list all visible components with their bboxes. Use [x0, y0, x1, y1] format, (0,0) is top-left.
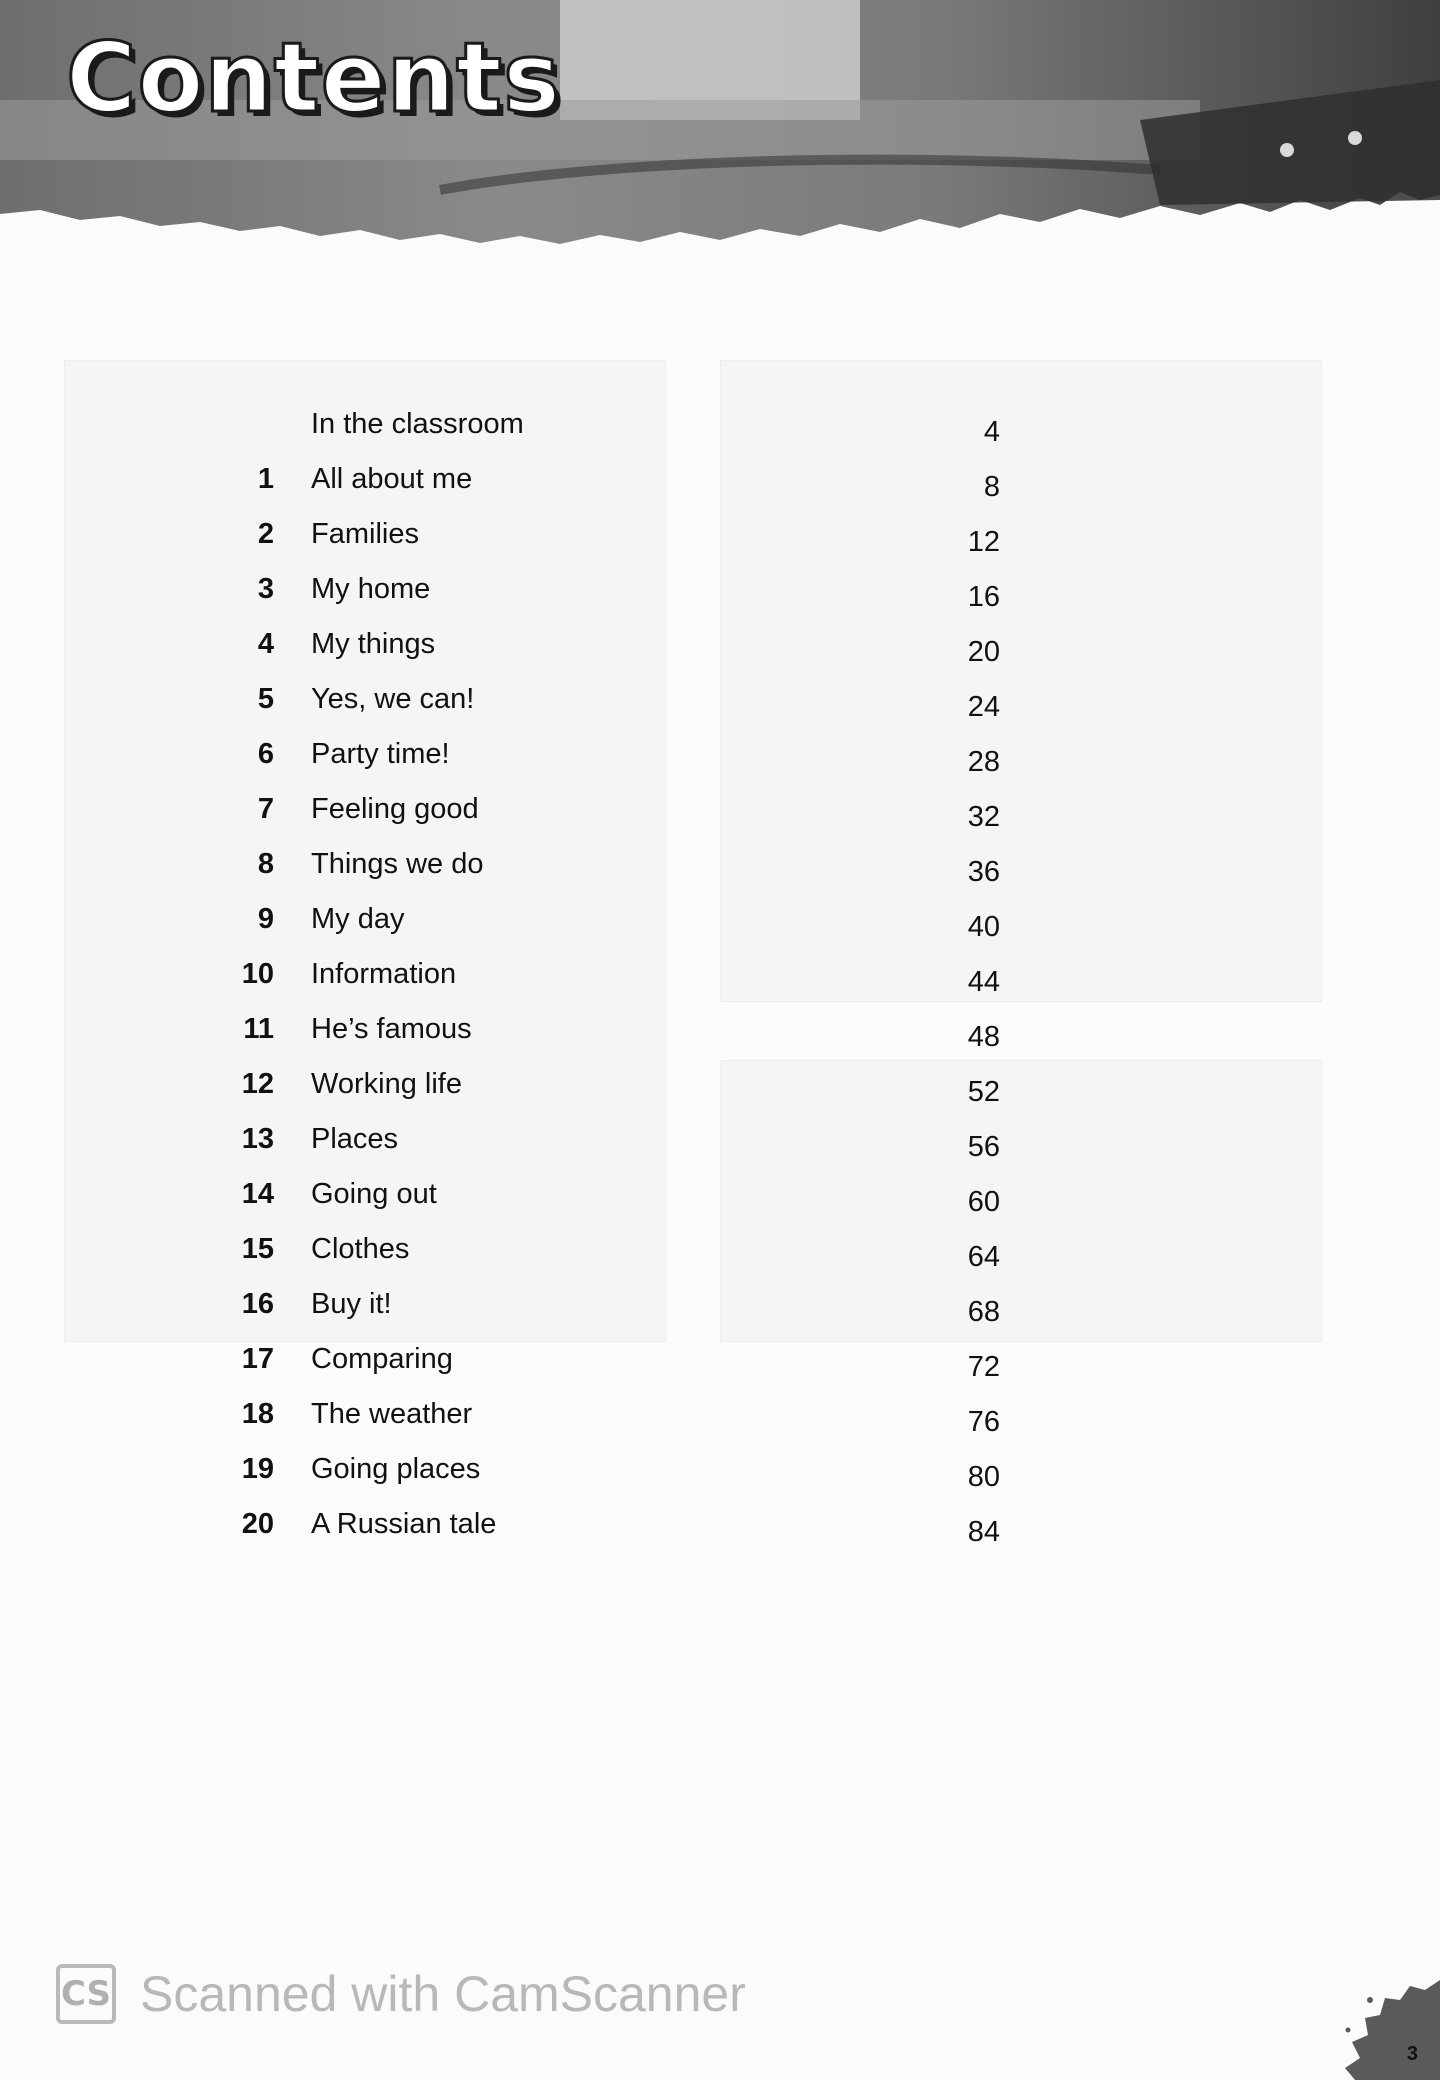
toc-unit-number: 2: [257, 518, 274, 550]
toc-unit-title: All about me: [311, 463, 473, 495]
toc-unit-title: Going places: [311, 1453, 481, 1485]
toc-unit-number: 6: [257, 738, 274, 770]
toc-unit-title: Families: [311, 518, 419, 550]
camscanner-watermark: [56, 1964, 746, 2024]
toc-page-number: 76: [967, 1406, 1000, 1438]
toc-page-number: 60: [967, 1186, 1000, 1218]
toc-unit-title: My home: [311, 573, 431, 605]
toc-unit-title: Yes, we can!: [311, 683, 475, 715]
toc-unit-number: 9: [257, 903, 274, 935]
toc-unit-number: 13: [241, 1123, 274, 1155]
toc-unit-title: Information: [311, 958, 457, 990]
toc-unit-title: Buy it!: [311, 1288, 392, 1320]
toc-page-number: 68: [967, 1296, 1000, 1328]
toc-page-number: 28: [967, 746, 1000, 778]
toc-row: [0, 1068, 1440, 1123]
toc-unit-number: 18: [241, 1398, 274, 1430]
toc-unit-title: Clothes: [311, 1233, 410, 1265]
toc-row: [0, 1013, 1440, 1068]
corner-splat-graphic: [1330, 1980, 1440, 2080]
toc-row: [0, 1508, 1440, 1563]
toc-row: [0, 738, 1440, 793]
toc-unit-title: He’s famous: [311, 1013, 472, 1045]
toc-row: [0, 793, 1440, 848]
toc-page-number: 12: [967, 526, 1000, 558]
toc-unit-title: Party time!: [311, 738, 450, 770]
watermark-text: Scanned with CamScanner: [140, 1966, 746, 2022]
toc-row: [0, 518, 1440, 573]
toc-unit-number: 5: [257, 683, 274, 715]
toc-page-number: 20: [967, 636, 1000, 668]
contents-list: [0, 408, 1440, 1563]
toc-unit-title: In the classroom: [311, 408, 524, 440]
toc-unit-title: Places: [311, 1123, 399, 1155]
toc-row: [0, 463, 1440, 518]
toc-unit-number: 12: [241, 1068, 274, 1100]
toc-page-number: 52: [967, 1076, 1000, 1108]
toc-page-number: 64: [967, 1241, 1000, 1273]
toc-row: [0, 1178, 1440, 1233]
toc-row: [0, 1233, 1440, 1288]
toc-unit-title: My day: [311, 903, 405, 935]
toc-unit-title: Working life: [311, 1068, 462, 1100]
toc-page-number: 80: [967, 1461, 1000, 1493]
page-number: 3: [1406, 2043, 1418, 2065]
toc-unit-title: A Russian tale: [311, 1508, 497, 1540]
toc-row: [0, 628, 1440, 683]
toc-page-number: 36: [967, 856, 1000, 888]
toc-row: [0, 958, 1440, 1013]
toc-page-number: 16: [967, 581, 1000, 613]
toc-unit-title: The weather: [311, 1398, 473, 1430]
toc-page-number: 32: [967, 801, 1000, 833]
toc-unit-number: 20: [241, 1508, 274, 1540]
toc-page-number: 72: [967, 1351, 1000, 1383]
toc-unit-title: Feeling good: [311, 793, 479, 825]
toc-unit-number: 19: [241, 1453, 274, 1485]
toc-row: [0, 848, 1440, 903]
toc-unit-number: 11: [243, 1013, 274, 1045]
toc-row: [0, 1123, 1440, 1178]
toc-page-number: 84: [967, 1516, 1000, 1548]
toc-row: [0, 408, 1440, 463]
toc-row: [0, 1288, 1440, 1343]
toc-unit-number: 3: [257, 573, 274, 605]
toc-unit-number: 14: [241, 1178, 274, 1210]
toc-page-number: 24: [967, 691, 1000, 723]
page-title: Contents: [66, 22, 562, 134]
toc-row: [0, 1398, 1440, 1453]
toc-page-number: 8: [983, 471, 1000, 503]
toc-row: [0, 1453, 1440, 1508]
toc-unit-title: Things we do: [311, 848, 484, 880]
toc-unit-number: 15: [241, 1233, 274, 1265]
toc-unit-number: 16: [241, 1288, 274, 1320]
toc-unit-number: 1: [257, 463, 274, 495]
toc-unit-title: My things: [311, 628, 436, 660]
camscanner-logo: CS: [56, 1964, 116, 2024]
toc-unit-title: Going out: [311, 1178, 437, 1210]
toc-unit-number: 8: [257, 848, 274, 880]
toc-unit-title: Comparing: [311, 1343, 453, 1375]
toc-row: [0, 1343, 1440, 1398]
toc-page-number: 40: [967, 911, 1000, 943]
toc-row: [0, 683, 1440, 738]
toc-unit-number: 10: [241, 958, 274, 990]
toc-row: [0, 903, 1440, 958]
toc-page-number: 48: [967, 1021, 1000, 1053]
toc-page-number: 56: [967, 1131, 1000, 1163]
toc-page-number: 44: [967, 966, 1000, 998]
toc-row: [0, 573, 1440, 628]
toc-unit-number: 4: [257, 628, 274, 660]
toc-unit-number: 17: [241, 1343, 274, 1375]
toc-page-number: 4: [983, 416, 1000, 448]
toc-unit-number: 7: [257, 793, 274, 825]
